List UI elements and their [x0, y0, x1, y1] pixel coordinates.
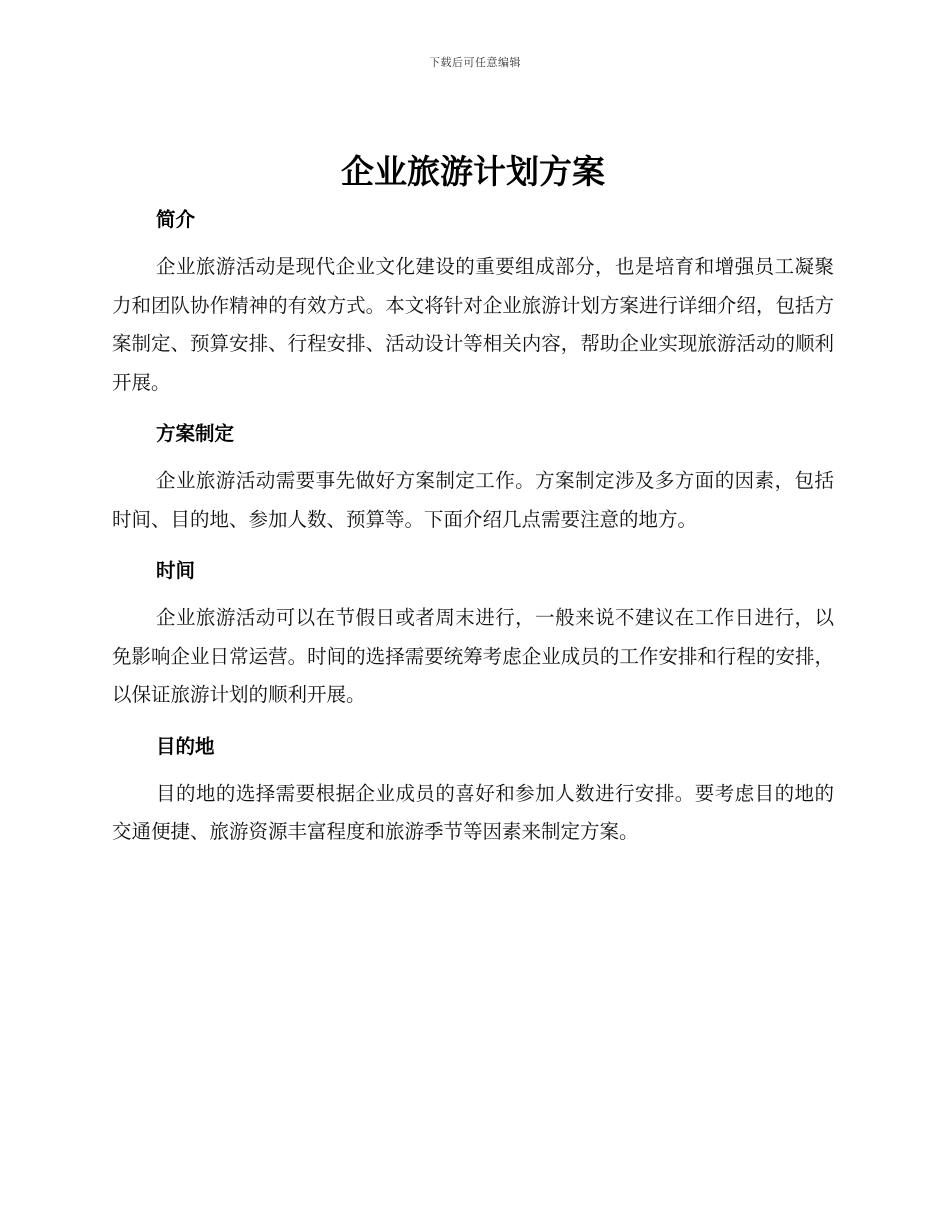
section-intro: [112, 198, 834, 402]
section-time: [112, 549, 834, 715]
section-heading-plan: 方案制定: [156, 422, 235, 445]
header-note: 下载后可任意编辑: [429, 56, 521, 69]
document-title: 企业旅游计划方案: [341, 152, 605, 191]
section-paragraph-plan: 企业旅游活动需要事先做好方案制定工作。方案制定涉及多方面的因素，包括时间、目的地、参加人数、预算等。下面介绍几点需要注意的地方。: [112, 469, 834, 531]
section-paragraph-intro: 企业旅游活动是现代企业文化建设的重要组成部分，也是培育和增强员工凝聚力和团队协作精神的有效方式。本文将针对企业旅游计划方案进行详细介绍，包括方案制定、预算安排、行程安排、活动设计等相关内容，帮助企业实现旅游活动的顺利开展。: [112, 255, 834, 394]
section-heading-time: 时间: [156, 559, 196, 582]
section-plan: [112, 412, 834, 539]
section-destination: [112, 725, 834, 852]
section-paragraph-destination: 目的地的选择需要根据企业成员的喜好和参加人数进行安排。要考虑目的地的交通便捷、旅游资源丰富程度和旅游季节等因素来制定方案。: [112, 781, 834, 843]
section-paragraph-time: 企业旅游活动可以在节假日或者周末进行，一般来说不建议在工作日进行，以免影响企业日常运营。时间的选择需要统筹考虑企业成员的工作安排和行程的安排，以保证旅游计划的顺利开展。: [112, 606, 834, 706]
section-heading-destination: 目的地: [156, 734, 215, 758]
section-heading-intro: 简介: [156, 208, 196, 231]
document-body: [112, 146, 834, 862]
